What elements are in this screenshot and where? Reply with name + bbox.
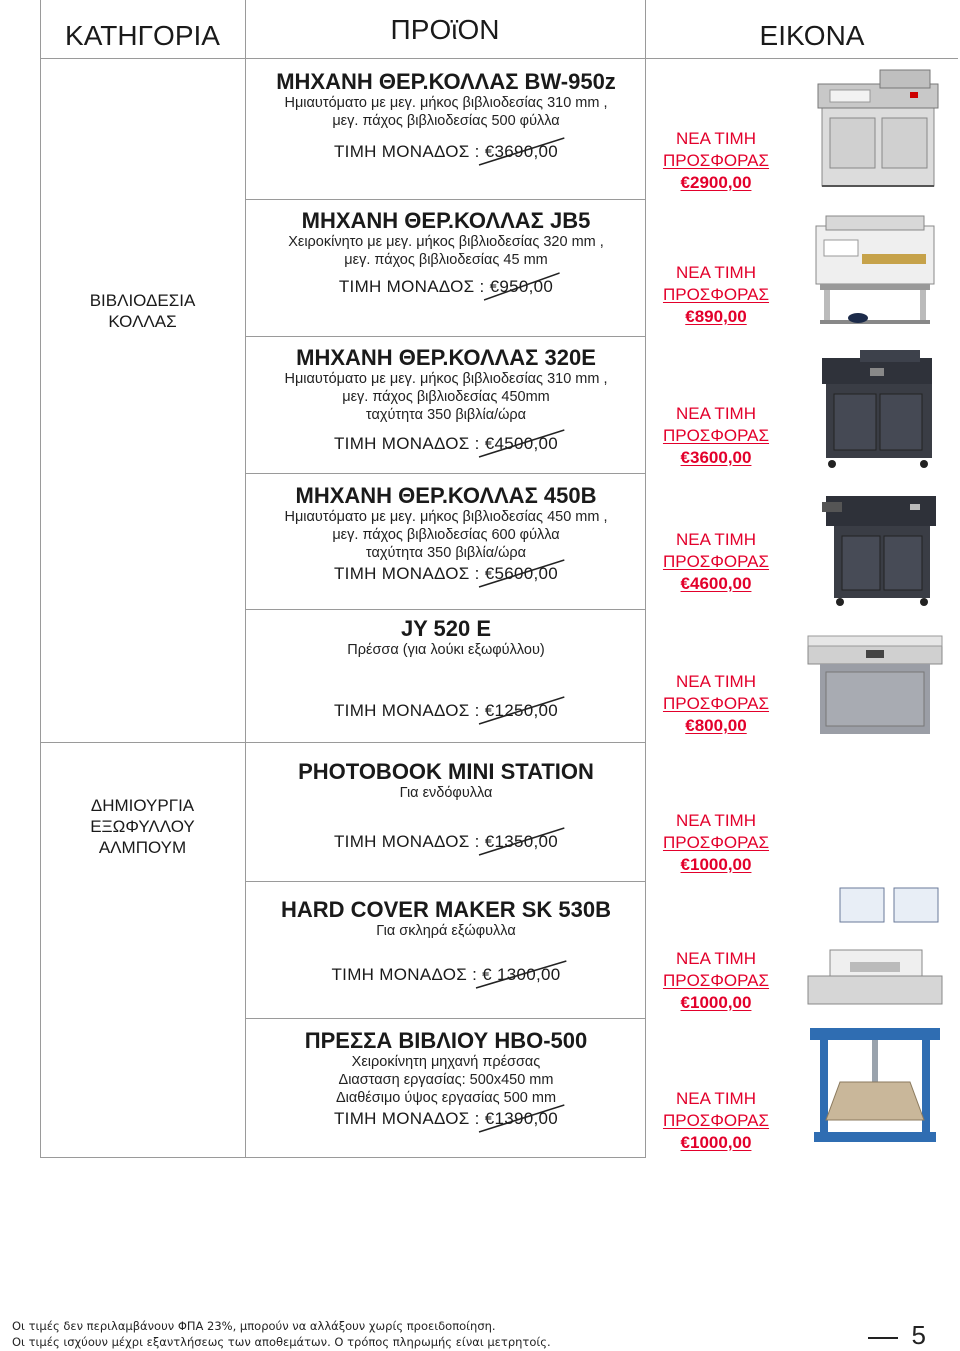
product-title: ΜΗΧΑΝΗ ΘΕΡ.ΚΟΛΛΑΣ 450B	[295, 483, 597, 508]
old-price	[485, 142, 558, 162]
product-desc: μεγ. πάχος βιβλιοδεσίας 45 mm	[344, 252, 548, 268]
unit-price	[334, 142, 558, 162]
unit-price	[334, 564, 558, 584]
offer-subtitle: ΠΡΟΣΦΟΡΑΣ	[662, 694, 770, 713]
offer-title: ΝΕΑ ΤΙΜΗ	[676, 530, 756, 549]
old-price-value: €950,00	[489, 277, 554, 296]
footer-line: Οι τιμές δεν περιλαμβάνουν ΦΠΑ 23%, μπορούν να αλλάξουν χωρίς προειδοποίηση.	[12, 1319, 496, 1333]
strike-mark	[484, 269, 560, 303]
offer-subtitle: ΠΡΟΣΦΟΡΑΣ	[662, 971, 770, 990]
grid-line	[245, 0, 246, 1158]
category-album	[40, 795, 245, 858]
old-price-value: €1390,00	[484, 1109, 558, 1128]
price-label: ΤΙΜΗ ΜΟΝΑΔΟΣ :	[334, 701, 480, 720]
header-category: ΚΑΤΗΓΟΡΙΑ	[65, 20, 220, 51]
offer-price: €3600,00	[680, 448, 752, 467]
offer-title: ΝΕΑ ΤΙΜΗ	[676, 404, 756, 423]
product-cell	[247, 760, 645, 852]
offer-subtitle: ΠΡΟΣΦΟΡΑΣ	[662, 833, 770, 852]
offer-title: ΝΕΑ ΤΙΜΗ	[676, 263, 756, 282]
offer-badge	[646, 403, 786, 469]
grid-line	[245, 609, 645, 610]
old-price-value: €5600,00	[484, 564, 558, 583]
binding-machine-bw950z-image	[800, 62, 950, 190]
offer-subtitle: ΠΡΟΣΦΟΡΑΣ	[662, 426, 770, 445]
grid-line	[245, 1018, 645, 1019]
old-price	[485, 434, 558, 454]
grid-line	[245, 473, 645, 474]
strike-mark	[476, 957, 566, 991]
unit-price	[334, 434, 558, 454]
product-desc: ταχύτητα 350 βιβλία/ώρα	[365, 407, 527, 423]
footer-line: Οι τιμές ισχύουν μέχρι εξαντλήσεως των αποθεμάτων. Ο τρόπος πληρωμής είναι μετρητοίς.	[12, 1335, 551, 1349]
product-cell	[247, 346, 645, 454]
product-cell	[247, 898, 645, 985]
offer-price: €1000,00	[680, 855, 752, 874]
price-label: ΤΙΜΗ ΜΟΝΑΔΟΣ :	[331, 965, 478, 984]
old-price-value: €1350,00	[484, 832, 558, 851]
product-cell	[247, 209, 645, 297]
product-desc: μεγ. πάχος βιβλιοδεσίας 600 φύλλα	[332, 527, 560, 543]
offer-badge	[646, 529, 786, 595]
product-desc: Διαθέσιμο ύψος εργασίας 500 mm	[335, 1090, 557, 1106]
product-desc: Για σκληρά εξώφυλλα	[376, 923, 516, 939]
category-line: ΚΟΛΛΑΣ	[108, 312, 177, 331]
offer-subtitle: ΠΡΟΣΦΟΡΑΣ	[662, 552, 770, 571]
hard-cover-maker-image	[800, 880, 950, 1015]
price-label: ΤΙΜΗ ΜΟΝΑΔΟΣ :	[334, 142, 480, 161]
offer-title: ΝΕΑ ΤΙΜΗ	[676, 129, 756, 148]
grid-line	[245, 336, 645, 337]
category-binding	[40, 290, 245, 332]
product-desc: Ημιαυτόματο με μεγ. μήκος βιβλιοδεσίας 310 mm ,	[284, 95, 608, 111]
old-price	[485, 701, 558, 721]
binding-machine-450b-image	[800, 476, 950, 608]
old-price-value: €1250,00	[484, 701, 558, 720]
offer-title: ΝΕΑ ΤΙΜΗ	[676, 1089, 756, 1108]
product-title: ΜΗΧΑΝΗ ΘΕΡ.ΚΟΛΛΑΣ 320E	[296, 345, 596, 370]
grid-line	[245, 881, 645, 882]
old-price	[485, 832, 558, 852]
old-price	[485, 1109, 558, 1129]
product-desc: μεγ. πάχος βιβλιοδεσίας 500 φύλλα	[332, 113, 560, 129]
header-product: ΠΡΟϊΟΝ	[390, 14, 500, 45]
offer-badge	[646, 671, 786, 737]
price-label: ΤΙΜΗ ΜΟΝΑΔΟΣ :	[334, 434, 480, 453]
page-number: 5	[911, 1320, 926, 1350]
product-desc: ταχύτητα 350 βιβλία/ώρα	[365, 545, 527, 561]
binding-machine-320e-image	[800, 340, 950, 470]
product-title: ΜΗΧΑΝΗ ΘΕΡ.ΚΟΛΛΑΣ BW-950z	[276, 69, 616, 94]
product-desc: Πρέσσα (για λούκι εξωφύλλου)	[347, 642, 545, 658]
unit-price	[331, 965, 560, 985]
offer-price: €800,00	[685, 716, 747, 735]
unit-price	[339, 277, 553, 297]
offer-price: €1000,00	[680, 993, 752, 1012]
old-price	[485, 564, 558, 584]
offer-badge	[646, 810, 786, 876]
strike-mark	[479, 134, 564, 168]
offer-badge	[646, 948, 786, 1014]
product-desc: Για ενδόφυλλα	[399, 785, 493, 801]
strike-mark	[479, 556, 564, 590]
page-number-rule	[868, 1337, 898, 1339]
offer-subtitle: ΠΡΟΣΦΟΡΑΣ	[662, 151, 770, 170]
binding-machine-jb5-image	[800, 196, 950, 332]
product-cell	[247, 1029, 645, 1129]
product-title: HARD COVER MAKER SK 530B	[280, 897, 612, 922]
offer-subtitle: ΠΡΟΣΦΟΡΑΣ	[662, 285, 770, 304]
product-title: ΜΗΧΑΝΗ ΘΕΡ.ΚΟΛΛΑΣ JB5	[301, 208, 591, 233]
product-title: ΠΡΕΣΣΑ ΒΙΒΛΙΟΥ HBO-500	[304, 1028, 588, 1053]
price-label: ΤΙΜΗ ΜΟΝΑΔΟΣ :	[334, 564, 480, 583]
old-price-value: € 1300,00	[482, 965, 561, 984]
offer-badge	[646, 128, 786, 194]
offer-title: ΝΕΑ ΤΙΜΗ	[676, 949, 756, 968]
hinge-press-jy520e-image	[800, 622, 950, 742]
strike-mark	[479, 824, 564, 858]
book-press-hbo500-image	[800, 1020, 950, 1155]
old-price-value: €4500,00	[484, 434, 558, 453]
product-desc: Ημιαυτόματο με μεγ. μήκος βιβλιοδεσίας 450 mm ,	[284, 509, 608, 525]
offer-badge	[646, 262, 786, 328]
offer-price: €2900,00	[680, 173, 752, 192]
product-cell	[247, 484, 645, 584]
category-line: ΑΛΜΠΟΥΜ	[98, 838, 187, 857]
product-desc: μεγ. πάχος βιβλιοδεσίας 450mm	[342, 389, 550, 405]
offer-price: €4600,00	[680, 574, 752, 593]
price-label: ΤΙΜΗ ΜΟΝΑΔΟΣ :	[334, 832, 480, 851]
old-price	[482, 965, 560, 985]
strike-mark	[479, 1101, 564, 1135]
grid-line	[40, 0, 41, 1158]
price-label: ΤΙΜΗ ΜΟΝΑΔΟΣ :	[338, 277, 485, 296]
product-title: PHOTOBOOK MINI STATION	[298, 759, 594, 784]
unit-price	[334, 701, 558, 721]
category-line: ΕΞΩΦΥΛΛΟΥ	[90, 817, 195, 836]
unit-price	[334, 832, 558, 852]
offer-title: ΝΕΑ ΤΙΜΗ	[676, 672, 756, 691]
offer-badge	[646, 1088, 786, 1154]
old-price-value: €3690,00	[484, 142, 558, 161]
old-price	[490, 277, 554, 297]
grid-line	[40, 1157, 646, 1158]
offer-price: €890,00	[685, 307, 747, 326]
unit-price	[334, 1109, 558, 1129]
grid-line	[245, 199, 645, 200]
product-desc: Ημιαυτόματο με μεγ. μήκος βιβλιοδεσίας 310 mm ,	[284, 371, 608, 387]
product-desc: Διασταση εργασίας: 500x450 mm	[338, 1072, 554, 1088]
header-image: ΕΙΚΟΝΑ	[759, 20, 865, 51]
product-cell	[247, 70, 645, 162]
strike-mark	[479, 693, 564, 727]
grid-line	[40, 742, 646, 743]
strike-mark	[479, 426, 564, 460]
product-desc: Χειροκίνητο με μεγ. μήκος βιβλιοδεσίας 320 mm ,	[288, 234, 604, 250]
offer-subtitle: ΠΡΟΣΦΟΡΑΣ	[662, 1111, 770, 1130]
offer-title: ΝΕΑ ΤΙΜΗ	[676, 811, 756, 830]
product-title: JY 520 E	[400, 616, 492, 641]
category-line: ΔΗΜΙΟΥΡΓΙΑ	[90, 796, 195, 815]
category-line: ΒΙΒΛΙΟΔΕΣΙΑ	[89, 291, 196, 310]
product-desc: Χειροκίνητη μηχανή πρέσσας	[351, 1054, 541, 1070]
offer-price: €1000,00	[680, 1133, 752, 1152]
footer-notes	[12, 1318, 551, 1350]
price-label: ΤΙΜΗ ΜΟΝΑΔΟΣ :	[334, 1109, 480, 1128]
product-cell	[247, 617, 645, 721]
